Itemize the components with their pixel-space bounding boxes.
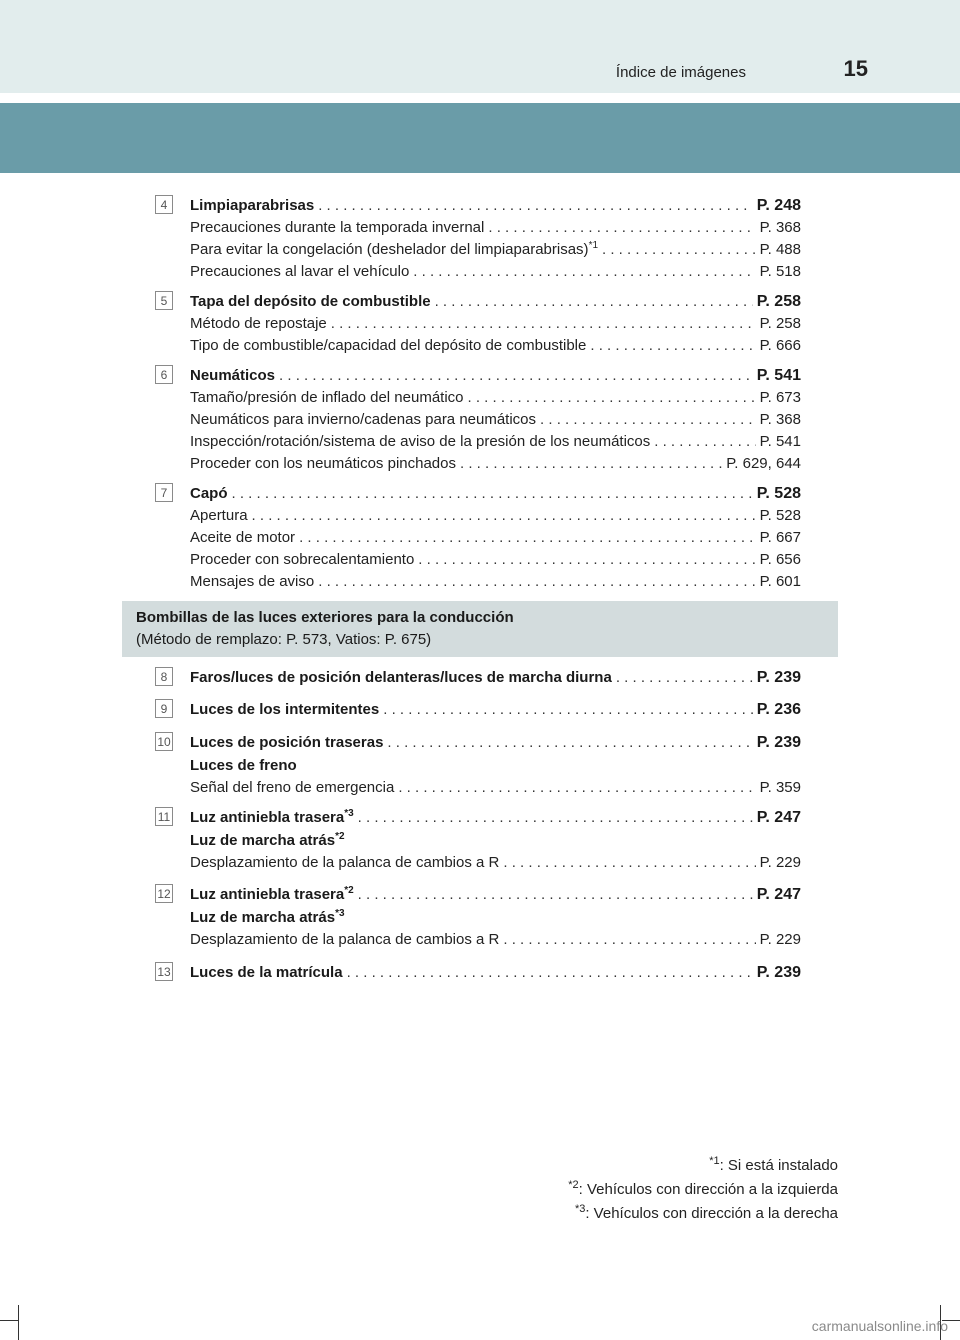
page-reference[interactable]: P. 258 bbox=[759, 315, 801, 332]
entry-sub-row[interactable] bbox=[190, 431, 801, 453]
footnote-marker: *3 bbox=[335, 908, 345, 919]
entry-sub-label: Método de repostaje bbox=[190, 315, 327, 332]
leader-dots bbox=[299, 527, 756, 549]
leader-dots bbox=[602, 239, 756, 261]
leader-dots bbox=[358, 883, 753, 906]
entry-sub-row[interactable] bbox=[190, 335, 801, 357]
entry-sub-label: Señal del freno de emergencia bbox=[190, 779, 395, 796]
entry-title-row[interactable] bbox=[190, 883, 801, 906]
entry-sub-label: Proceder con sobrecalentamiento bbox=[190, 551, 415, 568]
entry-title-row[interactable] bbox=[190, 482, 801, 505]
footnote-line bbox=[568, 1178, 838, 1202]
page-reference[interactable]: P. 601 bbox=[759, 573, 801, 590]
entry-title-row[interactable] bbox=[190, 666, 801, 689]
entry-title: Limpiaparabrisas bbox=[190, 197, 315, 214]
page-reference[interactable]: P. 629, 644 bbox=[726, 455, 801, 472]
item-number-badge: 7 bbox=[155, 483, 173, 502]
page-reference[interactable]: P. 258 bbox=[756, 293, 801, 310]
page-reference[interactable]: P. 229 bbox=[759, 931, 801, 948]
item-number-badge: 10 bbox=[155, 732, 173, 751]
page-reference[interactable]: P. 236 bbox=[756, 701, 801, 718]
page-reference[interactable]: P. 239 bbox=[756, 669, 801, 686]
entry-extra-title bbox=[190, 906, 801, 929]
item-number-badge: 12 bbox=[155, 884, 173, 903]
entry-sub-label: Para evitar la congelación (deshelador del limpiaparabrisas)$^{*1}$ bbox=[190, 240, 599, 258]
page-reference[interactable]: P. 488 bbox=[759, 241, 801, 258]
index-entry bbox=[155, 961, 801, 984]
entry-title-row[interactable] bbox=[190, 731, 801, 754]
section-title: Bombillas de las luces exteriores para la conducción bbox=[136, 609, 514, 626]
footnote-line bbox=[568, 1202, 838, 1226]
page-reference[interactable]: P. 656 bbox=[759, 551, 801, 568]
entry-sub-label: Apertura bbox=[190, 507, 248, 524]
page-reference[interactable]: P. 359 bbox=[759, 779, 801, 796]
entry-sub-label: Aceite de motor bbox=[190, 529, 296, 546]
entry-sub-row[interactable] bbox=[190, 527, 801, 549]
entry-sub-row[interactable] bbox=[190, 929, 801, 951]
entry-sub-row[interactable] bbox=[190, 261, 801, 283]
page-reference[interactable]: P. 229 bbox=[759, 854, 801, 871]
entry-lines bbox=[190, 806, 801, 874]
entry-sub-label: Proceder con los neumáticos pinchados bbox=[190, 455, 456, 472]
leader-dots bbox=[331, 313, 756, 335]
entry-lines bbox=[190, 290, 801, 357]
entry-sub-label: Inspección/rotación/sistema de aviso de la presión de los neumáticos bbox=[190, 433, 651, 450]
entry-lines bbox=[190, 364, 801, 475]
leader-dots bbox=[358, 806, 753, 829]
entry-lines bbox=[190, 666, 801, 689]
page-header bbox=[0, 0, 960, 93]
page-reference[interactable]: P. 368 bbox=[759, 219, 801, 236]
item-number-badge: 9 bbox=[155, 699, 173, 718]
entry-title: Neumáticos bbox=[190, 367, 276, 384]
index-entry bbox=[155, 731, 801, 799]
page-reference[interactable]: P. 667 bbox=[759, 529, 801, 546]
entry-sub-label: Mensajes de aviso bbox=[190, 573, 315, 590]
entry-title: Capó bbox=[190, 485, 228, 502]
leader-dots bbox=[654, 431, 755, 453]
entry-sub-label: Tipo de combustible/capacidad del depósito de combustible bbox=[190, 337, 587, 354]
leader-dots bbox=[468, 387, 756, 409]
entry-lines bbox=[190, 698, 801, 721]
leader-dots bbox=[503, 852, 755, 874]
leader-dots bbox=[347, 961, 753, 984]
leader-dots bbox=[435, 290, 753, 313]
footnote-text: : Vehículos con dirección a la izquierda bbox=[578, 1181, 838, 1198]
index-entry bbox=[155, 290, 801, 357]
page-reference[interactable]: P. 666 bbox=[759, 337, 801, 354]
footnotes bbox=[568, 1154, 838, 1226]
leader-dots bbox=[279, 364, 753, 387]
leader-dots bbox=[488, 217, 755, 239]
entry-extra-title-text: Luz de marcha atrás$^{*2}$ bbox=[190, 831, 345, 849]
leader-dots bbox=[383, 698, 753, 721]
entry-sub-label: Desplazamiento de la palanca de cambios a R bbox=[190, 931, 500, 948]
leader-dots bbox=[387, 731, 752, 754]
page-reference[interactable]: P. 368 bbox=[759, 411, 801, 428]
leader-dots bbox=[413, 261, 755, 283]
leader-dots bbox=[460, 453, 722, 475]
entry-title: Luz antiniebla trasera$^{*2}$ bbox=[190, 885, 354, 903]
entry-sub-row[interactable] bbox=[190, 217, 801, 239]
index-entry bbox=[155, 194, 801, 283]
entry-title: Luces de los intermitentes bbox=[190, 701, 380, 718]
footnote-mark: *2 bbox=[568, 1179, 579, 1191]
entry-title-row[interactable] bbox=[190, 290, 801, 313]
crop-mark bbox=[18, 1305, 19, 1340]
entry-lines bbox=[190, 883, 801, 951]
section-subtitle: (Método de remplazo: P. 573, Vatios: P. 675) bbox=[136, 631, 432, 648]
leader-dots bbox=[232, 482, 753, 505]
entry-title: Tapa del depósito de combustible bbox=[190, 293, 431, 310]
entry-title: Faros/luces de posición delanteras/luces de marcha diurna bbox=[190, 669, 612, 686]
entry-title: Luz antiniebla trasera$^{*3}$ bbox=[190, 808, 354, 826]
entry-sub-label: Desplazamiento de la palanca de cambios a R bbox=[190, 854, 500, 871]
page-reference[interactable]: P. 248 bbox=[756, 197, 801, 214]
entry-extra-title bbox=[190, 754, 801, 777]
entry-extra-title bbox=[190, 829, 801, 852]
page-reference[interactable]: P. 247 bbox=[756, 809, 801, 826]
header-title: Índice de imágenes bbox=[615, 64, 746, 81]
entry-lines bbox=[190, 961, 801, 984]
index-entry bbox=[155, 883, 801, 951]
footnote-text: : Vehículos con dirección a la derecha bbox=[585, 1205, 838, 1222]
entry-title-row[interactable] bbox=[190, 364, 801, 387]
page-reference[interactable]: P. 528 bbox=[759, 507, 801, 524]
section-header bbox=[122, 601, 838, 657]
leader-dots bbox=[616, 666, 753, 689]
index-entry bbox=[155, 364, 801, 475]
footnote-marker: *2 bbox=[344, 885, 354, 896]
footnote-marker: *2 bbox=[335, 831, 345, 842]
entry-lines bbox=[190, 194, 801, 283]
crop-mark bbox=[0, 1320, 18, 1321]
entry-sub-row[interactable] bbox=[190, 409, 801, 431]
page-reference[interactable]: P. 541 bbox=[759, 433, 801, 450]
leader-dots bbox=[540, 409, 756, 431]
item-number-badge: 8 bbox=[155, 667, 173, 686]
item-number-badge: 5 bbox=[155, 291, 173, 310]
entry-sub-row[interactable] bbox=[190, 549, 801, 571]
leader-dots bbox=[318, 194, 753, 217]
leader-dots bbox=[252, 505, 756, 527]
leader-dots bbox=[418, 549, 755, 571]
item-number-badge: 4 bbox=[155, 195, 173, 214]
entry-sub-label: Neumáticos para invierno/cadenas para neumáticos bbox=[190, 411, 537, 428]
leader-dots bbox=[590, 335, 755, 357]
entry-extra-title-text: Luz de marcha atrás$^{*3}$ bbox=[190, 908, 345, 926]
index-entry bbox=[155, 806, 801, 874]
entry-sub-row[interactable] bbox=[190, 239, 801, 261]
item-number-badge: 6 bbox=[155, 365, 173, 384]
footnote-line bbox=[568, 1154, 838, 1178]
entry-sub-row[interactable] bbox=[190, 777, 801, 799]
item-number-badge: 13 bbox=[155, 962, 173, 981]
index-entry bbox=[155, 666, 801, 689]
entry-title-row[interactable] bbox=[190, 194, 801, 217]
watermark: carmanualsonline.info bbox=[811, 1318, 948, 1334]
entry-title-row[interactable] bbox=[190, 698, 801, 721]
leader-dots bbox=[503, 929, 755, 951]
entry-sub-row[interactable] bbox=[190, 387, 801, 409]
entry-sub-row[interactable] bbox=[190, 505, 801, 527]
page-reference[interactable]: P. 518 bbox=[759, 263, 801, 280]
entry-title: Luces de posición traseras bbox=[190, 734, 384, 751]
index-entry bbox=[155, 698, 801, 721]
page-reference[interactable]: P. 239 bbox=[756, 734, 801, 751]
entry-sub-label: Precauciones al lavar el vehículo bbox=[190, 263, 410, 280]
footnote-mark: *1 bbox=[709, 1155, 720, 1167]
entry-sub-row[interactable] bbox=[190, 453, 801, 475]
page-reference[interactable]: P. 247 bbox=[756, 886, 801, 903]
leader-dots bbox=[318, 571, 755, 593]
page-reference[interactable]: P. 541 bbox=[756, 367, 801, 384]
entry-title-row[interactable] bbox=[190, 961, 801, 984]
entry-lines bbox=[190, 731, 801, 799]
item-number-badge: 11 bbox=[155, 807, 173, 826]
page-reference[interactable]: P. 673 bbox=[759, 389, 801, 406]
entry-sub-row[interactable] bbox=[190, 571, 801, 593]
footnote-marker: *3 bbox=[344, 808, 354, 819]
entry-title: Luces de la matrícula bbox=[190, 964, 343, 981]
leader-dots bbox=[398, 777, 755, 799]
entry-lines bbox=[190, 482, 801, 593]
page-reference[interactable]: P. 239 bbox=[756, 964, 801, 981]
entry-title-row[interactable] bbox=[190, 806, 801, 829]
page-reference[interactable]: P. 528 bbox=[756, 485, 801, 502]
entry-sub-label: Precauciones durante la temporada invernal bbox=[190, 219, 485, 236]
entry-sub-row[interactable] bbox=[190, 313, 801, 335]
footnote-mark: *3 bbox=[574, 1203, 586, 1215]
header-band bbox=[0, 103, 960, 173]
footnote-marker: *1 bbox=[588, 240, 599, 251]
footnote-text: : Si está instalado bbox=[719, 1157, 838, 1174]
entry-sub-label: Tamaño/presión de inflado del neumático bbox=[190, 389, 464, 406]
entry-sub-row[interactable] bbox=[190, 852, 801, 874]
entry-extra-title-text: Luces de freno bbox=[190, 757, 297, 774]
index-entry bbox=[155, 482, 801, 593]
page-number: 15 bbox=[843, 56, 868, 81]
